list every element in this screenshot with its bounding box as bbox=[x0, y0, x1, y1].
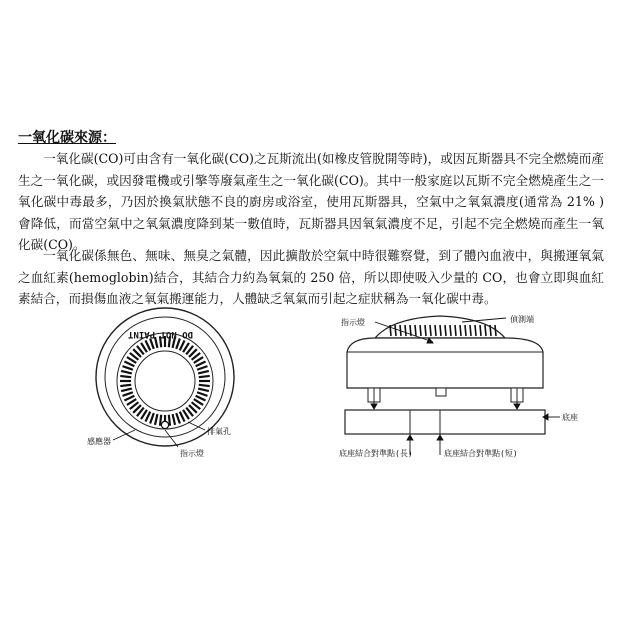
dome-vent-slot bbox=[440, 325, 441, 336]
leg-arrowhead-left bbox=[371, 404, 377, 409]
side-indicator-label: 指示燈 bbox=[341, 318, 365, 327]
dome-vent-slot bbox=[460, 325, 461, 336]
align-long-label: 底座結合對準點(長) bbox=[339, 449, 413, 458]
dome-vent-slot bbox=[395, 325, 396, 336]
do-not-paint-label: DO NOT PAINT bbox=[127, 329, 193, 339]
dome-vent-slot bbox=[435, 325, 436, 336]
dome-vent-slot bbox=[425, 325, 426, 336]
dome-vent-slot bbox=[455, 325, 456, 336]
dome-vent-slot bbox=[415, 325, 416, 336]
paragraph-co-sources: 一氧化碳(CO)可由含有一氧化碳(CO)之瓦斯流出(如橡皮管脫開等時)，或因瓦斯器具不完全燃燒而產生之一氧化碳，或因發電機或引擎等廢氣產生之一氧化碳(CO)。其中一般家庭以瓦斯不完全燃燒產生之一氧化碳中毒最多，乃因於換氣狀態不良的廚房或浴室，使用瓦斯器具，空氣中之氧氣濃度(通常為 21% )會降低，而當空氣中之氧氣濃度降到某一數值時，瓦斯器具因氧氣濃度不足，引起不完全燃燒而產生一氧化碳(CO)。 bbox=[18, 151, 604, 252]
detector-end-label: 偵測端 bbox=[510, 315, 534, 324]
dome-vent-slot bbox=[495, 325, 496, 336]
dome-vent-slot bbox=[485, 325, 486, 336]
section-heading: 一氧化碳來源： bbox=[18, 130, 116, 146]
dome-vent-slot bbox=[450, 325, 451, 336]
dome-vent-slot bbox=[465, 325, 466, 336]
indicator-label: 指示燈 bbox=[180, 449, 204, 458]
sensor-label: 感應器 bbox=[87, 437, 111, 446]
dome-vent-slot bbox=[430, 325, 431, 336]
align-long-arrowhead bbox=[407, 435, 413, 440]
dome-vent-slot bbox=[490, 325, 491, 336]
align-short-label: 底座結合對準點(短) bbox=[444, 449, 518, 458]
dome-vent-slot bbox=[445, 325, 446, 336]
dome-vent-slot bbox=[420, 325, 421, 336]
paragraph-co-properties: 一氧化碳係無色、無味、無臭之氣體，因此擴散於空氣中時很難察覺，到了體內血液中，與搬運氧氣之血紅素(hemoglobin)結合，其結合力約為氧氣的 250 倍，所以即使吸入少量的 CO，也會立即與血紅素結合，而損傷血液之氧氣搬運能力，人體缺乏氧氣而引起之症狀稱為一氧化碳中毒。 bbox=[18, 248, 604, 306]
dome-vent-slot bbox=[405, 325, 406, 336]
dome-vent-slot bbox=[480, 325, 481, 336]
vent-hole-label: 排氣孔 bbox=[207, 427, 231, 436]
detector-body bbox=[347, 338, 543, 388]
base-plate bbox=[345, 410, 545, 434]
leg-arrowhead-right bbox=[514, 404, 520, 409]
dome-vent-slot bbox=[475, 325, 476, 336]
base-label: 底座 bbox=[562, 413, 578, 422]
leg-mid bbox=[436, 388, 446, 396]
align-short-arrowhead bbox=[437, 435, 443, 440]
dome-vent-slot bbox=[470, 325, 471, 336]
dome-vent-slot bbox=[390, 325, 391, 336]
